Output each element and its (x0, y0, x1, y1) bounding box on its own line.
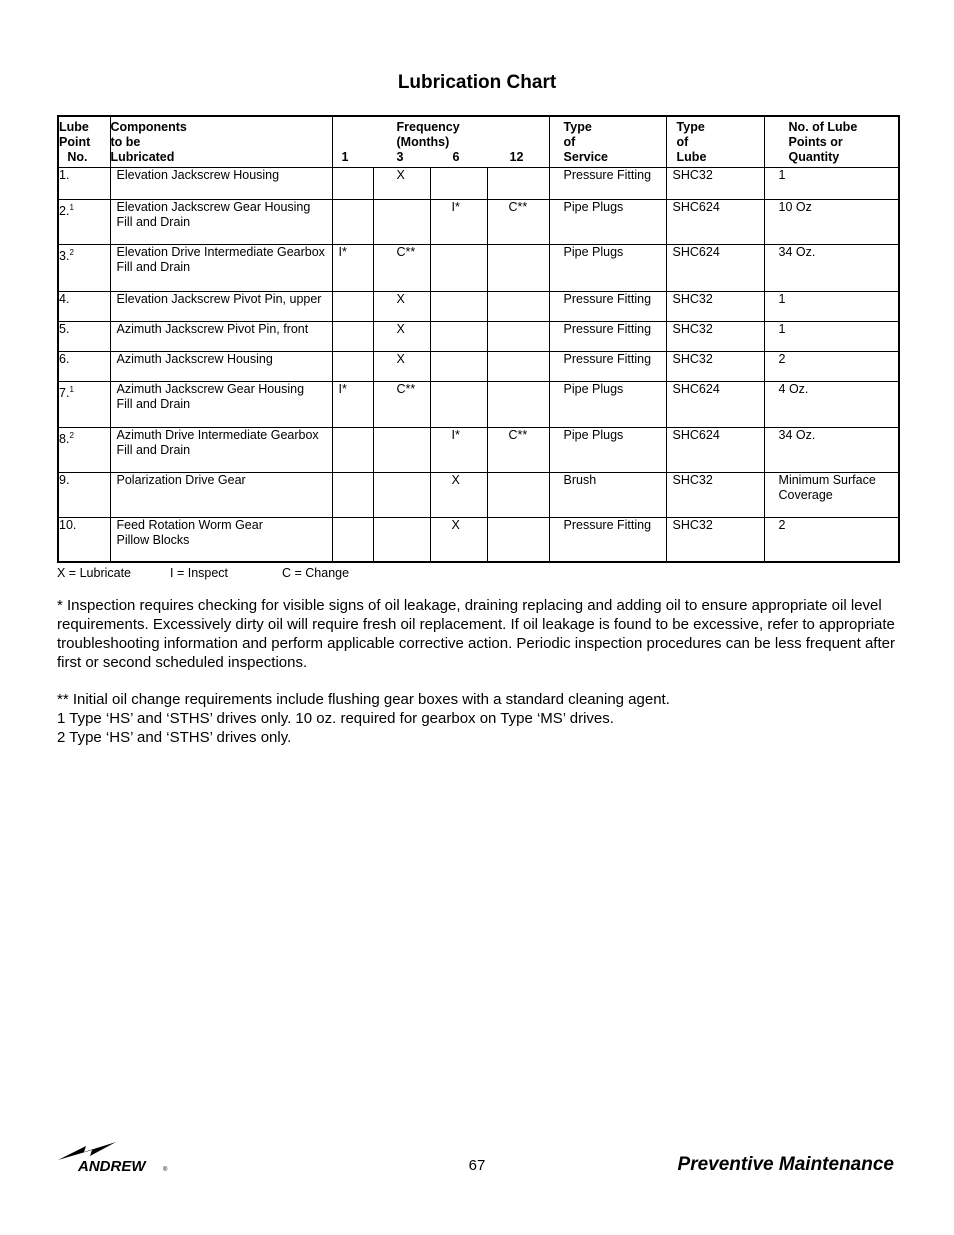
cell-month-12 (487, 352, 549, 382)
logo-text: ANDREW (78, 1158, 146, 1174)
table-row (58, 322, 899, 352)
legend-inspect: I = Inspect (170, 566, 229, 580)
note-oil-change: ** Initial oil change requirements include flushing gear boxes with a standard cleaning agent. (57, 691, 670, 708)
cell-month-3-text: X (396, 168, 405, 182)
cell-service (549, 352, 666, 382)
cell-month-3 (373, 473, 430, 518)
cell-month-1 (332, 200, 373, 245)
legend-change: C = Change (282, 566, 350, 580)
cell-component (110, 518, 332, 562)
cell-component (110, 200, 332, 245)
cell-service (549, 473, 666, 518)
lubrication-table (57, 115, 900, 563)
cell-month-6 (430, 473, 487, 518)
cell-component-text: Fill and Drain (116, 397, 191, 411)
cell-lube-point (58, 168, 110, 200)
cell-quantity-text: Minimum Surface (778, 473, 876, 487)
cell-service (549, 322, 666, 352)
cell-lube (666, 352, 764, 382)
cell-quantity-text: 34 Oz. (778, 245, 816, 259)
section-title: Preventive Maintenance (677, 1154, 894, 1175)
cell-month-1 (332, 292, 373, 322)
table-header-row (58, 116, 899, 168)
cell-component-text: Azimuth Jackscrew Pivot Pin, front (116, 322, 309, 336)
cell-lube-point (58, 352, 110, 382)
cell-component-text: Pillow Blocks (116, 533, 190, 547)
cell-lube-point (58, 428, 110, 473)
cell-month-6 (430, 245, 487, 292)
cell-service (549, 168, 666, 200)
header-text: to be (110, 135, 141, 149)
cell-month-3-text: C** (396, 382, 416, 396)
cell-service-text: Pipe Plugs (563, 382, 624, 396)
cell-month-6-text: X (451, 518, 460, 532)
cell-month-12 (487, 518, 549, 562)
cell-quantity-text: 1 (778, 322, 786, 336)
cell-service-text: Pipe Plugs (563, 245, 624, 259)
cell-month-3 (373, 200, 430, 245)
cell-month-6 (430, 200, 487, 245)
cell-month-3-text: X (396, 322, 405, 336)
cell-month-1 (332, 352, 373, 382)
cell-month-1 (332, 245, 373, 292)
cell-lube-text: SHC32 (672, 322, 713, 336)
header-text: Components (110, 120, 187, 134)
cell-component-text: Feed Rotation Worm Gear (116, 518, 263, 532)
cell-quantity (764, 428, 899, 473)
lube-point-number: 5. (59, 322, 70, 336)
cell-lube-text: SHC624 (672, 428, 720, 442)
cell-quantity (764, 245, 899, 292)
header-text: of (676, 135, 689, 149)
cell-lube-text: SHC32 (672, 168, 713, 182)
cell-component-text: Azimuth Drive Intermediate Gearbox (116, 428, 319, 442)
header-text: of (563, 135, 576, 149)
lube-point-number: 2. (59, 204, 70, 218)
lube-point-number: 3. (59, 249, 70, 263)
lube-point-number: 1. (59, 168, 70, 182)
footnote-ref: 1 (69, 203, 74, 212)
page-title: Lubrication Chart (397, 72, 557, 93)
cell-component-text: Elevation Drive Intermediate Gearbox (116, 245, 325, 259)
footnote-ref: 1 (69, 385, 74, 394)
cell-month-6-text: I* (451, 428, 460, 442)
cell-month-6 (430, 428, 487, 473)
cell-component (110, 168, 332, 200)
cell-component (110, 292, 332, 322)
cell-component-text: Azimuth Jackscrew Gear Housing (116, 382, 305, 396)
cell-lube (666, 428, 764, 473)
header-text: Service (563, 150, 609, 164)
cell-lube-text: SHC32 (672, 352, 713, 366)
cell-lube (666, 168, 764, 200)
note-inspection: * Inspection requires checking for visible signs of oil leakage, draining replacing and adding oil to ensure appropriate oil level requirements. Excessively dirty oil will require fresh oil replacement. If oil leakage is found to be excessive, refer to appropriate troubleshooting information and perform applicable corrective action. Periodic inspection procedures can be less frequent after first or second scheduled inspections. (57, 597, 895, 671)
cell-lube (666, 322, 764, 352)
cell-quantity (764, 382, 899, 428)
cell-month-6-text: I* (451, 200, 460, 214)
month-12-label: 12 (509, 150, 524, 164)
cell-service-text: Pressure Fitting (563, 352, 652, 366)
cell-month-3 (373, 352, 430, 382)
header-text: Lube (676, 150, 707, 164)
cell-month-1 (332, 428, 373, 473)
cell-month-12-text: C** (508, 200, 528, 214)
header-frequency (332, 116, 549, 168)
cell-quantity-text: 2 (778, 352, 786, 366)
legend-lubricate: X = Lubricate (57, 566, 132, 580)
lube-point-number: 9. (59, 473, 70, 487)
cell-month-1-text: I* (338, 382, 347, 396)
month-3-label: 3 (396, 150, 404, 164)
header-text: Lube (59, 120, 89, 134)
cell-service-text: Pressure Fitting (563, 518, 652, 532)
lube-point-number: 8. (59, 432, 70, 446)
table-row (58, 245, 899, 292)
cell-quantity-text: 10 Oz (778, 200, 812, 214)
cell-service-text: Pipe Plugs (563, 428, 624, 442)
cell-service (549, 428, 666, 473)
table-row (58, 518, 899, 562)
cell-month-3-text: X (396, 292, 405, 306)
cell-month-1 (332, 473, 373, 518)
table-row (58, 352, 899, 382)
cell-month-3-text: C** (396, 245, 416, 259)
cell-month-12 (487, 382, 549, 428)
header-components (110, 116, 332, 168)
cell-component (110, 322, 332, 352)
cell-month-6-text: X (451, 473, 460, 487)
cell-month-12 (487, 200, 549, 245)
footnote-ref: 2 (69, 431, 74, 440)
header-text: Frequency (396, 120, 460, 134)
header-text: Points or (788, 135, 843, 149)
cell-component-text: Fill and Drain (116, 215, 191, 229)
header-service (549, 116, 666, 168)
cell-lube (666, 382, 764, 428)
header-text: (Months) (396, 135, 450, 149)
header-text: Quantity (788, 150, 840, 164)
cell-quantity (764, 518, 899, 562)
cell-quantity (764, 168, 899, 200)
cell-lube-point (58, 200, 110, 245)
cell-lube (666, 292, 764, 322)
cell-month-1 (332, 518, 373, 562)
cell-component (110, 428, 332, 473)
lube-point-number: 10. (59, 518, 77, 532)
cell-month-6 (430, 292, 487, 322)
cell-service (549, 292, 666, 322)
cell-quantity-text: Coverage (778, 488, 833, 502)
cell-month-6 (430, 518, 487, 562)
cell-lube-text: SHC624 (672, 200, 720, 214)
note-1: 1 Type ‘HS’ and ‘STHS’ drives only. 10 oz. required for gearbox on Type ‘MS’ drives. (57, 710, 614, 727)
cell-month-1-text: I* (338, 245, 347, 259)
cell-month-1 (332, 168, 373, 200)
cell-month-3 (373, 518, 430, 562)
svg-text:®: ® (163, 1167, 168, 1173)
cell-component-text: Elevation Jackscrew Gear Housing (116, 200, 311, 214)
table-row (58, 168, 899, 200)
cell-month-3 (373, 245, 430, 292)
cell-component-text: Azimuth Jackscrew Housing (116, 352, 273, 366)
header-quantity (764, 116, 899, 168)
header-text: No. of Lube (788, 120, 858, 134)
cell-month-3 (373, 292, 430, 322)
cell-month-12 (487, 168, 549, 200)
cell-quantity (764, 200, 899, 245)
cell-service (549, 382, 666, 428)
cell-quantity-text: 4 Oz. (778, 382, 809, 396)
table-row (58, 473, 899, 518)
note-2: 2 Type ‘HS’ and ‘STHS’ drives only. (57, 729, 292, 746)
cell-month-6 (430, 352, 487, 382)
cell-service-text: Pressure Fitting (563, 168, 652, 182)
table-row (58, 200, 899, 245)
cell-lube (666, 245, 764, 292)
lube-point-number: 7. (59, 386, 70, 400)
cell-month-1 (332, 322, 373, 352)
cell-service (549, 200, 666, 245)
table-row (58, 382, 899, 428)
cell-quantity-text: 34 Oz. (778, 428, 816, 442)
cell-month-6 (430, 168, 487, 200)
cell-month-6 (430, 322, 487, 352)
cell-lube-point (58, 518, 110, 562)
cell-month-1 (332, 382, 373, 428)
cell-lube-text: SHC624 (672, 382, 720, 396)
cell-lube-point (58, 473, 110, 518)
cell-quantity-text: 1 (778, 168, 786, 182)
cell-component (110, 245, 332, 292)
cell-month-12 (487, 322, 549, 352)
cell-lube-text: SHC32 (672, 292, 713, 306)
cell-quantity-text: 1 (778, 292, 786, 306)
cell-lube-point (58, 382, 110, 428)
cell-component (110, 352, 332, 382)
cell-service-text: Pressure Fitting (563, 292, 652, 306)
header-text: Type (563, 120, 592, 134)
notes (57, 596, 897, 747)
month-1-label: 1 (341, 150, 349, 164)
cell-month-12 (487, 292, 549, 322)
cell-month-3 (373, 168, 430, 200)
cell-lube-point (58, 322, 110, 352)
cell-component-text: Elevation Jackscrew Pivot Pin, upper (116, 292, 322, 306)
header-text: Type (676, 120, 705, 134)
header-lube-point (58, 116, 110, 168)
cell-quantity (764, 292, 899, 322)
header-text: Lubricated (110, 150, 175, 164)
cell-month-3-text: X (396, 352, 405, 366)
cell-lube (666, 518, 764, 562)
table-row (58, 292, 899, 322)
cell-month-12 (487, 428, 549, 473)
cell-lube-point (58, 292, 110, 322)
header-text: Point (59, 135, 91, 149)
cell-month-3 (373, 382, 430, 428)
header-text: No. (67, 150, 88, 164)
cell-service-text: Pressure Fitting (563, 322, 652, 336)
cell-service (549, 518, 666, 562)
cell-component (110, 473, 332, 518)
cell-month-3 (373, 322, 430, 352)
cell-component-text: Fill and Drain (116, 443, 191, 457)
cell-quantity (764, 473, 899, 518)
cell-lube-text: SHC32 (672, 518, 713, 532)
cell-month-12 (487, 473, 549, 518)
cell-month-12-text: C** (508, 428, 528, 442)
cell-quantity (764, 322, 899, 352)
cell-service-text: Brush (563, 473, 597, 487)
lube-point-number: 6. (59, 352, 70, 366)
month-6-label: 6 (452, 150, 460, 164)
cell-quantity (764, 352, 899, 382)
footnote-ref: 2 (69, 248, 74, 257)
cell-month-12 (487, 245, 549, 292)
cell-service (549, 245, 666, 292)
cell-lube-text: SHC32 (672, 473, 713, 487)
cell-quantity-text: 2 (778, 518, 786, 532)
lube-point-number: 4. (59, 292, 70, 306)
table-row (58, 428, 899, 473)
cell-month-3 (373, 428, 430, 473)
cell-lube (666, 200, 764, 245)
page-number: 67 (468, 1157, 486, 1174)
cell-component-text: Polarization Drive Gear (116, 473, 246, 487)
cell-month-6 (430, 382, 487, 428)
cell-service-text: Pipe Plugs (563, 200, 624, 214)
cell-lube (666, 473, 764, 518)
header-lube (666, 116, 764, 168)
cell-component-text: Elevation Jackscrew Housing (116, 168, 280, 182)
cell-component (110, 382, 332, 428)
cell-component-text: Fill and Drain (116, 260, 191, 274)
legend (57, 566, 349, 580)
header-months (333, 150, 549, 165)
cell-lube-point (58, 245, 110, 292)
cell-lube-text: SHC624 (672, 245, 720, 259)
